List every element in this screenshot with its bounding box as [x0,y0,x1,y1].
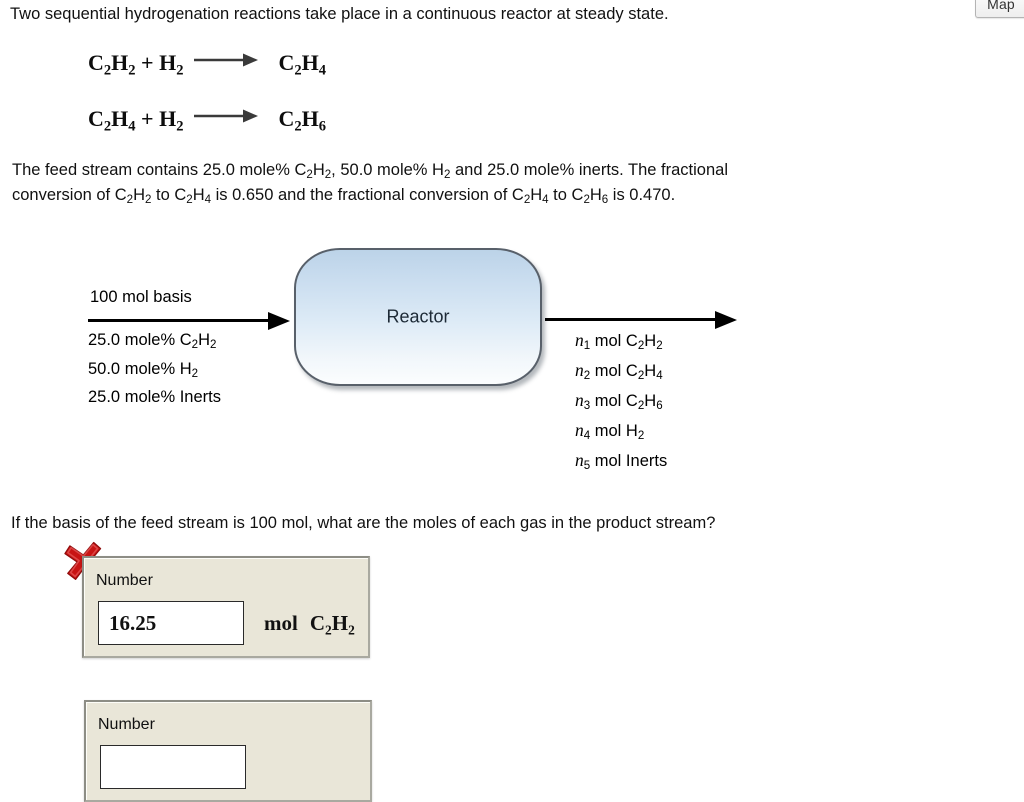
outlet-composition-list [575,326,667,476]
reaction-arrow-icon [189,108,263,124]
reaction-arrow-icon [189,52,263,68]
reactor-vessel [294,248,542,386]
inlet-composition-list [88,326,221,412]
outlet-arrow-icon [715,311,737,329]
outlet-composition-item: $n_3$ mol $C_2H_6$ [575,390,663,413]
feed-description-line-1: The feed stream contains 25.0 mole% $C_2H_2$, 50.0 mole% $H_2$ and 25.0 mole% inerts. The fractional [12,161,729,182]
answer-unit-text-1: mol [264,611,298,635]
question-text: If the basis of the feed stream is 100 mol, what are the moles of each gas in the product stream? [11,514,716,532]
process-flow-diagram [0,230,1024,490]
equation-1-reactants: $C_2H_2 + H_2$ [88,50,184,79]
inlet-arrow-icon [268,312,290,330]
inlet-composition-item: 25.0 mole% Inerts [88,388,221,406]
inlet-composition-item: 50.0 mole% $H_2$ [88,359,199,380]
equation-1-product: $C_2H_4$ [278,50,327,79]
feed-description-line-2: conversion of $C_2H_2$ to $C_2H_4$ is 0.650 and the fractional conversion of $C_2H_4$ to $C_2H_6$ is 0.470. [12,186,676,207]
answer-label-1: Number [96,572,153,589]
inlet-basis-label: 100 mol basis [90,288,192,306]
problem-intro-text: Two sequential hydrogenation reactions take place in a continuous reactor at steady state. [10,5,669,23]
answer-label-2: Number [98,716,155,733]
answer-field-group-1 [82,556,370,658]
outlet-composition-item: $n_4$ mol $H_2$ [575,420,645,443]
answer-units-1: mol $C_2H_2$ [264,611,355,638]
outlet-composition-item: $n_2$ mol $C_2H_4$ [575,360,663,383]
inlet-composition-item: 25.0 mole% $C_2H_2$ [88,331,217,352]
outlet-composition-item: $n_1$ mol $C_2H_2$ [575,330,663,353]
answer-field-group-2 [84,700,372,802]
equation-2-product: $C_2H_6$ [278,106,327,135]
reactor-label: Reactor [386,306,450,327]
equation-2-reactants: $C_2H_4 + H_2$ [88,106,184,135]
reaction-equation-2 [88,106,327,135]
answer-input-1[interactable]: 16.25 [98,601,244,645]
inlet-stream-line [88,319,272,322]
map-button[interactable]: Map [975,0,1024,18]
outlet-composition-item: $n_5$ mol Inerts [575,450,668,473]
answer-input-2[interactable] [100,745,246,789]
outlet-stream-line [545,318,719,321]
reaction-equation-1 [88,50,327,79]
